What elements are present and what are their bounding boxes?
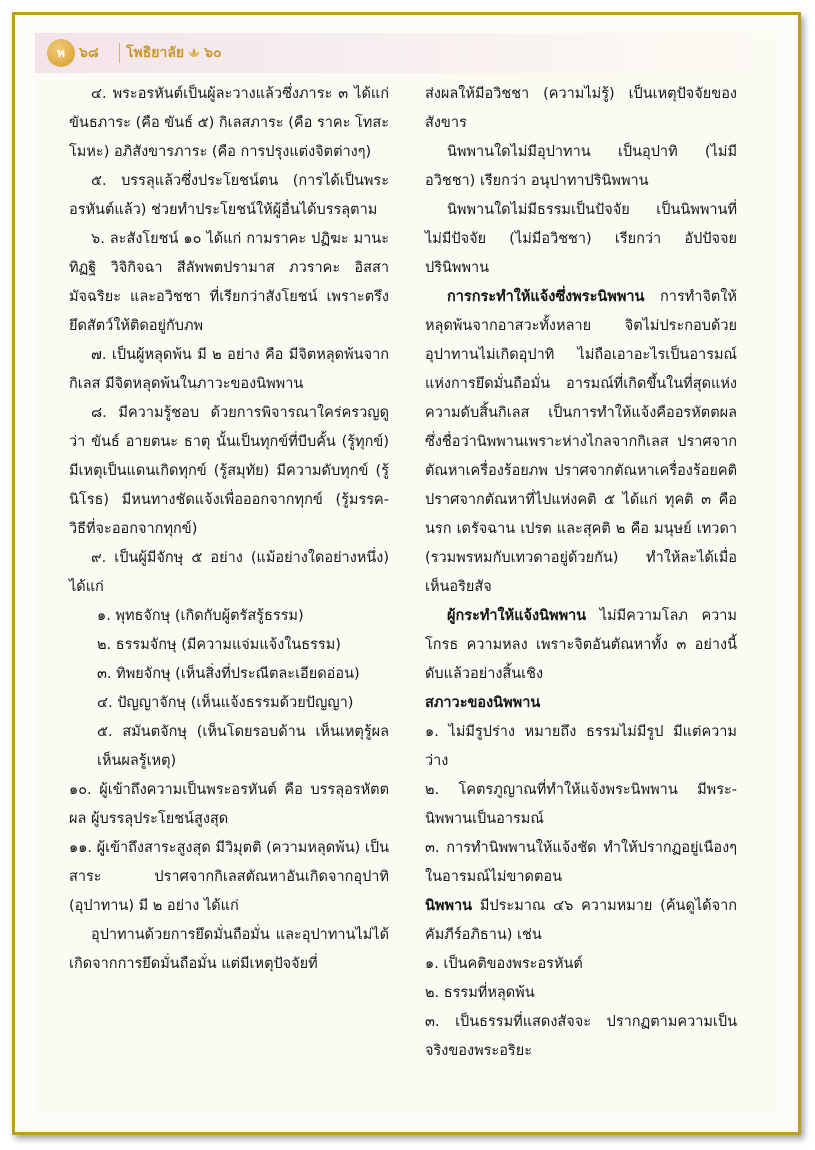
- item-10: ๑๐. ผู้เข้าถึงความเป็นพระอรหันต์ คือ บรรลุอรหัตตผล ผู้บรรลุประโยชน์สูงสุด: [69, 782, 389, 827]
- brand-logo: [126, 42, 222, 64]
- brand-number: ๖๐: [204, 45, 222, 61]
- page-number: ๖๘: [79, 45, 99, 61]
- item-8: ๘. มีความรู้ชอบ ด้วยการพิจารณาใคร่ครวญดูว่า ขันธ์ อายตนะ ธาตุ นั้นเป็นทุกข์ที่บีบคั้น (รู้ทุกข์) มีเหตุเป็นแดนเกิดทุกข์ (รู้สมุทัย) มีความดับทุกข์ (รู้นิโรธ) มีหนทางชัดแจ้งเพื่อออกจากทุกข์ (รู้มรรค-วิธีที่จะออกจากทุกข์): [69, 405, 389, 537]
- meaning-item: ๑. เป็นคติของพระอรหันต์: [425, 956, 583, 972]
- item-4: ๔. พระอรหันต์เป็นผู้ละวางแล้วซึ่งภาระ ๓ ได้แก่ ขันธภาระ (คือ ขันธ์ ๕) กิเลสภาระ (คือ ราคะ โทสะ โมหะ) อภิสังขารภาระ (คือ การปรุงแต่งจิตต่างๆ): [69, 86, 389, 160]
- item-6: ๖. ละสังโยชน์ ๑๐ ได้แก่ กามราคะ ปฏิฆะ มานะ ทิฏฐิ วิจิกิจฉา สีลัพพตปรามาส ภวราคะ อิสสา มัจฉริยะ และอวิชชา ที่เรียกว่าสังโยชน์ เพราะตรึงยึดสัตว์ให้ติดอยู่กับภพ: [69, 231, 389, 334]
- realization-text: การทำจิตให้หลุดพ้นจากอาสวะทั้งหลาย จิตไม่ประกอบด้วยอุปาทานไม่เกิดอุปาทิ ไม่ถือเอาอะไรเป็นอารมณ์แห่งการยึดมั่นถือมั่น อารมณ์ที่เกิดขึ้นในที่สุดแห่งความดับสิ้นกิเลส เป็นการทำให้แจ้งคืออรหัตตผล ซึ่งชื่อว่านิพพานเพราะห่างไกลจากกิเลส ปราศจากตัณหาเครื่องร้อยภพ ปราศจากตัณหาเครื่องร้อยคติ ปราศจากตัณหาที่ไปแห่งคติ ๕ ได้แก่ ทุคติ ๓ คือ นรก เดรัจฉาน เปรต และสุคติ ๒ คือ มนุษย์ เทวดา (รวมพรหมกับเทวดาอยู่ด้วยกัน) ทำให้ละได้เมื่อเห็นอริยสัจ: [425, 289, 737, 595]
- brand-name: โพธิยาลัย: [126, 45, 185, 61]
- realization-term: การกระทำให้แจ้งซึ่งพระนิพพาน: [447, 289, 645, 305]
- left-column: [69, 80, 389, 979]
- eye-item: ๒. ธรรมจักษุ (มีความแจ่มแจ้งในธรรม): [97, 637, 341, 653]
- lotus-icon: [187, 46, 201, 60]
- upadana-paragraph: อุปาทานด้วยการยึดมั่นถือมั่น และอุปาทานไม่ได้เกิดจากการยึดมั่นถือมั่น แต่มีเหตุปัจจัยที่: [69, 927, 389, 972]
- continued-paragraph: ส่งผลให้มีอวิชชา (ความไม่รู้) เป็นเหตุปัจจัยของสังขาร: [425, 86, 737, 131]
- meaning-term: นิพพาน: [425, 898, 473, 914]
- nature-item: ๓. การทำนิพพานให้แจ้งชัด ทำให้ปรากฏอยู่เนืองๆ ในอารมณ์ไม่ขาดตอน: [425, 840, 737, 885]
- item-11: ๑๑. ผู้เข้าถึงสาระสูงสุด มีวิมุตติ (ความหลุดพ้น) เป็นสาระ ปราศจากกิเลสตัณหาอันเกิดจากอุปาทิ (อุปาทาน) มี ๒ อย่าง ได้แก่: [69, 840, 389, 914]
- doer-term: ผู้กระทำให้แจ้งนิพพาน: [447, 608, 587, 624]
- doer-paragraph: [425, 602, 737, 689]
- right-column: [425, 80, 737, 1066]
- item-7: ๗. เป็นผู้หลุดพ้น มี ๒ อย่าง คือ มีจิตหลุดพ้นจากกิเลส มีจิตหลุดพ้นในภาวะของนิพพาน: [69, 347, 389, 392]
- anupadi-paragraph: นิพพานใดไม่มีอุปาทาน เป็นอุปาทิ (ไม่มีอวิชชา) เรียกว่า อนุปาทาปรินิพพาน: [425, 144, 737, 189]
- item-9: ๙. เป็นผู้มีจักษุ ๕ อย่าง (แม้อย่างใดอย่างหนึ่ง) ได้แก่: [69, 550, 389, 595]
- nature-heading: สภาวะของนิพพาน: [425, 695, 541, 711]
- page-badge: พ: [47, 39, 75, 67]
- meaning-item: ๒. ธรรมที่หลุดพ้น: [425, 985, 535, 1001]
- nature-item: ๒. โคตรภูญาณที่ทำให้แจ้งพระนิพพาน มีพระ-นิพพานเป็นอารมณ์: [425, 782, 737, 827]
- meaning-paragraph: [425, 892, 737, 950]
- meaning-text: มีประมาณ ๔๖ ความหมาย (ค้นดูได้จากคัมภีร์อภิธาน) เช่น: [425, 898, 737, 943]
- header-divider: [119, 43, 120, 63]
- item-5: ๕. บรรลุแล้วซึ่งประโยชน์ตน (การได้เป็นพระอรหันต์แล้ว) ช่วยทำประโยชน์ให้ผู้อื่นได้บรรลุตาม: [69, 173, 389, 218]
- nature-item: ๑. ไม่มีรูปร่าง หมายถึง ธรรมไม่มีรูป มีแต่ความว่าง: [425, 724, 737, 769]
- meaning-item: ๓. เป็นธรรมที่แสดงสัจจะ ปรากฏตามความเป็นจริงของพระอริยะ: [425, 1014, 737, 1059]
- eye-item: ๔. ปัญญาจักษุ (เห็นแจ้งธรรมด้วยปัญญา): [97, 695, 354, 711]
- realization-paragraph: [425, 283, 737, 602]
- page-header: [35, 33, 778, 73]
- appaccaya-paragraph: นิพพานใดไม่มีธรรมเป็นปัจจัย เป็นนิพพานที่ไม่มีปัจจัย (ไม่มีอวิชชา) เรียกว่า อัปปัจจยปรินิพพาน: [425, 202, 737, 276]
- doer-text: ไม่มีความโลภ ความโกรธ ความหลง เพราะจิตอันตัณหาทั้ง ๓ อย่างนี้ดับแล้วอย่างสิ้นเชิง: [425, 608, 737, 682]
- eye-item: ๑. พุทธจักษุ (เกิดกับผู้ตรัสรู้ธรรม): [97, 608, 304, 624]
- eye-item: ๓. ทิพยจักษุ (เห็นสิ่งที่ประณีตละเอียดอ่อน): [97, 666, 360, 682]
- eye-item: ๕. สมันตจักษุ (เห็นโดยรอบด้าน เห็นเหตุรู้ผล เห็นผลรู้เหตุ): [97, 724, 389, 769]
